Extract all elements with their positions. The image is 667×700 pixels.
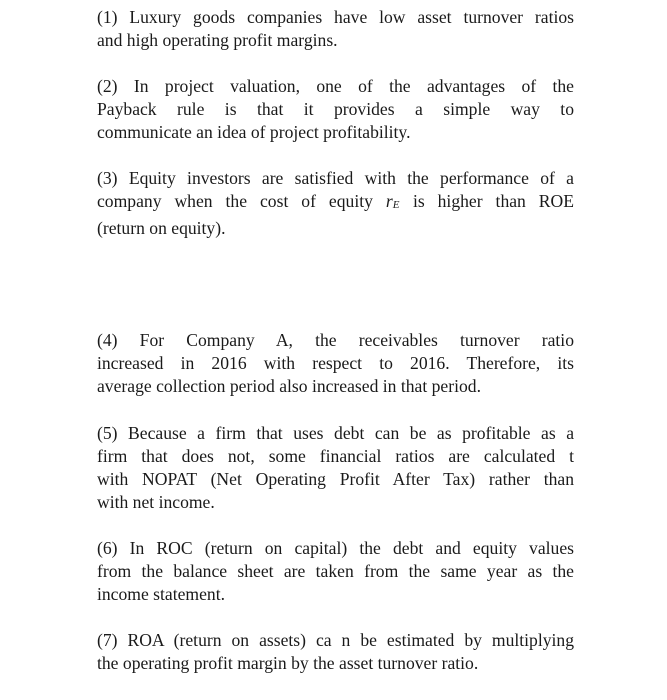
statement-5-line-3: with NOPAT (Net Operating Profit After Tax) rather than bbox=[97, 469, 574, 489]
statement-3 bbox=[97, 167, 574, 240]
statement-5-line-4: with net income. bbox=[97, 492, 215, 512]
statement-2-line-1: (2) In project valuation, one of the advantages of the bbox=[97, 76, 574, 96]
statement-4-line-1: (4) For Company A, the receivables turnover ratio bbox=[97, 330, 574, 350]
statement-1-line-1: (1) Luxury goods companies have low asset turnover ratios bbox=[97, 7, 574, 27]
statement-3-line-2 bbox=[97, 190, 574, 217]
statement-4 bbox=[97, 329, 574, 398]
statement-1 bbox=[97, 6, 574, 52]
statement-3-line-1: (3) Equity investors are satisfied with the performance of a bbox=[97, 168, 574, 188]
statement-6-line-2: from the balance sheet are taken from the same year as the bbox=[97, 561, 574, 581]
statement-2 bbox=[97, 75, 574, 144]
statement-7-line-1: (7) ROA (return on assets) ca n be estimated by multiplying bbox=[97, 630, 574, 650]
statement-7-line-2: the operating profit margin by the asset turnover ratio. bbox=[97, 653, 479, 673]
statement-4-line-2: increased in 2016 with respect to 2016. Therefore, its bbox=[97, 353, 574, 373]
statement-5-line-1: (5) Because a firm that uses debt can be as profitable as a bbox=[97, 423, 574, 443]
statement-5-line-2: firm that does not, some financial ratios are calculated t bbox=[97, 446, 574, 466]
statement-6-line-1: (6) In ROC (return on capital) the debt and equity values bbox=[97, 538, 574, 558]
statement-3-line-2-after: is higher than ROE bbox=[412, 191, 574, 211]
statement-7 bbox=[97, 629, 574, 675]
statement-5 bbox=[97, 422, 574, 514]
statement-1-line-2: and high operating profit margins. bbox=[97, 30, 338, 50]
statement-2-line-2: Payback rule is that it provides a simple way to bbox=[97, 99, 574, 119]
cost-of-equity-symbol bbox=[386, 191, 400, 211]
statement-6-line-3: income statement. bbox=[97, 584, 226, 604]
statement-4-line-3: average collection period also increased in that period. bbox=[97, 376, 481, 396]
statement-3-line-2-before: company when the cost of equity bbox=[97, 191, 373, 211]
cost-of-equity-symbol-r: r bbox=[385, 191, 393, 211]
statement-2-line-3: communicate an idea of project profitability. bbox=[97, 122, 411, 142]
cost-of-equity-subscript: E bbox=[392, 199, 400, 211]
statement-6 bbox=[97, 537, 574, 606]
statement-3-line-3: (return on equity). bbox=[97, 218, 226, 238]
